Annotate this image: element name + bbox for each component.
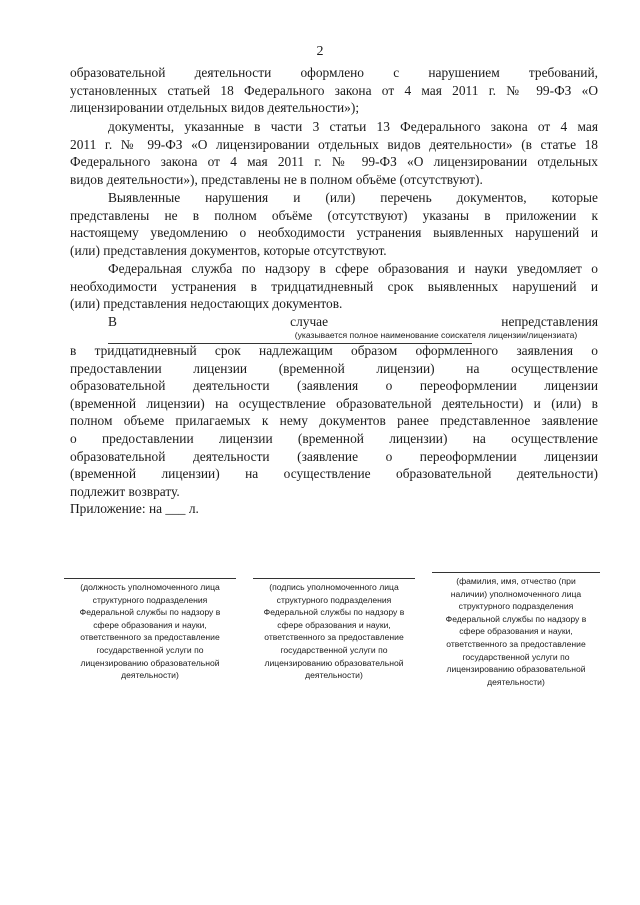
paragraph-1 <box>70 64 598 117</box>
page-number: 2 <box>316 44 324 59</box>
caption-line: Федеральной службы по надзору в <box>79 607 221 618</box>
text-line: образовательной деятельности (заявление о переоформлении лицензии <box>70 448 598 464</box>
caption-line: ответственного за предоставление <box>264 632 404 643</box>
caption-line: деятельности) <box>121 670 179 681</box>
text-line: 2011 г. № 99-ФЗ «О лицензировании отдельных видов деятельности» (в статье 18 <box>70 136 598 152</box>
signature-block-signature <box>253 578 415 682</box>
text-line: документы, указанные в части 3 статьи 13 Федерального закона от 4 мая <box>108 119 598 134</box>
applicant-note: (указывается полное наименование соискателя лицензии/лицензиата) <box>294 330 578 340</box>
caption-line: наличии) уполномоченного лица <box>450 588 582 599</box>
text-line: необходимости устранения в тридцатидневный срок выявленных нарушений и <box>70 278 598 294</box>
caption-line: (подпись уполномоченного лица <box>269 582 399 592</box>
paragraph-5 <box>70 342 598 518</box>
caption-line: структурного подразделения <box>276 594 392 605</box>
caption-line: сфере образования и науки, <box>277 619 391 630</box>
caption-line: (должность уполномоченного лица <box>80 582 220 592</box>
text-line: лицензировании отдельных видов деятельности»); <box>70 100 360 116</box>
text-line: образовательной деятельности (заявления о переоформлении лицензии <box>70 378 598 394</box>
signature-rule <box>64 578 236 579</box>
paragraph-3 <box>70 189 598 259</box>
caption-line: государственной услуги по <box>280 644 388 655</box>
text-line: Выявленные нарушения и (или) перечень документов, которые <box>108 190 598 205</box>
caption-line: сфере образования и науки, <box>93 619 207 630</box>
text-line: (временной лицензии) на осуществление образовательной деятельности) и (или) в <box>70 395 598 411</box>
text-fragment: В случае непредставления <box>108 314 598 329</box>
caption-line: сфере образования и науки, <box>459 626 573 637</box>
caption-line: (фамилия, имя, отчество (при <box>456 576 576 586</box>
caption-line: лицензированию образовательной <box>446 664 586 675</box>
caption-line: государственной услуги по <box>96 644 204 655</box>
text-line: Федерального закона от 4 мая 2011 г. № 99-ФЗ «О лицензировании отдельных <box>70 154 598 170</box>
text-line: предоставлении лицензии (временной лицензии) на осуществление <box>70 360 598 376</box>
text-line: представлены не в полном объёме (отсутствуют) указаны в приложении к <box>70 207 598 223</box>
text-line: Федеральная служба по надзору в сфере образования и науки уведомляет о <box>108 261 598 276</box>
caption-line: ответственного за предоставление <box>80 632 220 643</box>
caption-line: Федеральной службы по надзору в <box>445 613 587 624</box>
caption-line: деятельности) <box>487 676 545 687</box>
caption-line: лицензированию образовательной <box>80 657 220 668</box>
text-line: полном объеме прилагаемых к нему документов ранее представленное заявление <box>70 413 598 429</box>
text-line: о предоставлении лицензии (временной лицензии) на осуществление <box>70 430 598 446</box>
signature-rule <box>432 572 600 573</box>
signature-rule <box>253 578 415 579</box>
caption-line: государственной услуги по <box>462 651 570 662</box>
text-line: (или) представления документов, которые отсутствуют. <box>70 242 387 258</box>
text-line: образовательной деятельности оформлено с нарушением требований, <box>70 65 598 80</box>
appendix-line: Приложение: на ___ л. <box>70 501 199 517</box>
caption-line: Федеральной службы по надзору в <box>263 607 405 618</box>
paragraph-2 <box>70 118 598 188</box>
caption-line: структурного подразделения <box>458 601 574 612</box>
caption-line: деятельности) <box>305 670 363 681</box>
text-line: (или) представления недостающих документов. <box>70 296 343 312</box>
paragraph-4 <box>70 260 598 313</box>
caption-line: ответственного за предоставление <box>446 638 586 649</box>
caption-line: структурного подразделения <box>92 594 208 605</box>
text-line: подлежит возврату. <box>70 483 180 499</box>
text-line: видов деятельности»), представлены не в полном объёме (отсутствуют). <box>70 171 483 187</box>
text-line: (временной лицензии) на осуществление образовательной деятельности) <box>70 466 598 482</box>
signature-block-full-name <box>432 578 600 688</box>
signature-block-position <box>64 578 236 682</box>
text-line: установленных статьей 18 Федерального закона от 4 мая 2011 г. № 99-ФЗ «О <box>70 82 598 98</box>
text-line: в тридцатидневный срок надлежащим образом оформленного заявления о <box>70 343 598 358</box>
text-line: настоящему уведомлению о необходимости устранения выявленных нарушений и <box>70 225 598 241</box>
caption-line: лицензированию образовательной <box>264 657 404 668</box>
